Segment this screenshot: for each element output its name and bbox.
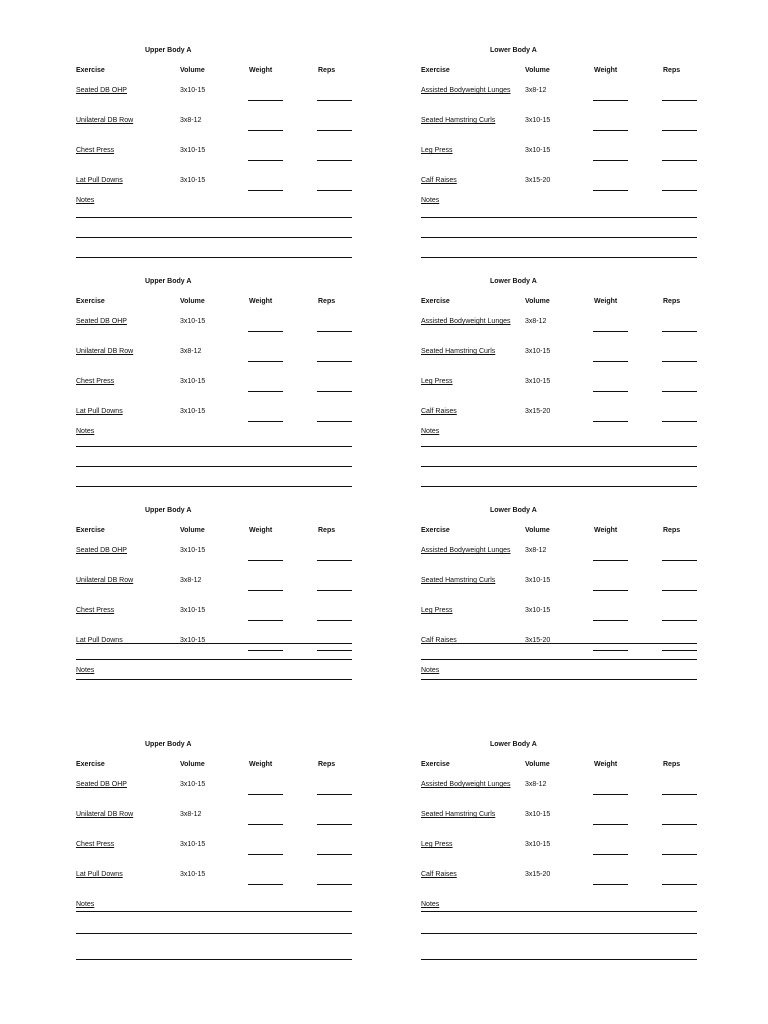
notes-line[interactable] xyxy=(421,257,697,258)
workout-title: Lower Body A xyxy=(490,278,537,285)
column-header-exercise: Exercise xyxy=(76,761,105,768)
exercise-name: Lat Pull Downs xyxy=(76,177,123,184)
reps-entry-line[interactable] xyxy=(317,160,352,161)
column-header-volume: Volume xyxy=(180,761,205,768)
exercise-row xyxy=(421,348,697,368)
workout-title: Upper Body A xyxy=(145,278,192,285)
exercise-row xyxy=(76,607,352,627)
exercise-volume: 3x15-20 xyxy=(525,177,551,184)
notes-label: Notes xyxy=(76,197,95,204)
notes-line[interactable] xyxy=(76,933,352,934)
column-header-weight: Weight xyxy=(594,527,618,534)
exercise-name: Seated DB OHP xyxy=(76,318,127,325)
exercise-row xyxy=(76,547,352,567)
exercise-name: Calf Raises xyxy=(421,637,457,644)
column-header-exercise: Exercise xyxy=(421,67,450,74)
exercise-row xyxy=(421,781,697,801)
notes-label: Notes xyxy=(421,901,440,908)
exercise-row xyxy=(76,147,352,167)
notes-label: Notes xyxy=(421,428,440,435)
exercise-name: Chest Press xyxy=(76,607,115,614)
exercise-volume: 3x8-12 xyxy=(180,117,202,124)
reps-entry-line[interactable] xyxy=(662,100,697,101)
notes-label: Notes xyxy=(421,667,440,674)
exercise-row xyxy=(421,147,697,167)
column-header-reps: Reps xyxy=(318,67,336,74)
exercise-row xyxy=(421,177,697,197)
reps-entry-line[interactable] xyxy=(662,160,697,161)
reps-entry-line[interactable] xyxy=(662,884,697,885)
exercise-name: Seated Hamstring Curls xyxy=(421,117,496,124)
exercise-name: Calf Raises xyxy=(421,177,457,184)
weight-entry-line[interactable] xyxy=(248,130,283,131)
workout-title: Lower Body A xyxy=(490,47,537,54)
exercise-volume: 3x10-15 xyxy=(525,378,551,385)
reps-entry-line[interactable] xyxy=(662,590,697,591)
reps-entry-line[interactable] xyxy=(662,560,697,561)
notes-line[interactable] xyxy=(76,446,352,447)
exercise-volume: 3x8-12 xyxy=(525,318,547,325)
exercise-volume: 3x8-12 xyxy=(525,87,547,94)
workout-title: Upper Body A xyxy=(145,507,192,514)
weight-entry-line[interactable] xyxy=(248,100,283,101)
reps-entry-line[interactable] xyxy=(662,361,697,362)
exercise-row xyxy=(76,637,352,657)
weight-entry-line[interactable] xyxy=(248,391,283,392)
column-header-exercise: Exercise xyxy=(76,298,105,305)
weight-entry-line[interactable] xyxy=(593,391,628,392)
exercise-volume: 3x15-20 xyxy=(525,408,551,415)
weight-entry-line[interactable] xyxy=(593,421,628,422)
exercise-volume: 3x10-15 xyxy=(180,177,206,184)
notes-label: Notes xyxy=(76,901,95,908)
exercise-name: Seated Hamstring Curls xyxy=(421,577,496,584)
exercise-volume: 3x10-15 xyxy=(180,408,206,415)
weight-entry-line[interactable] xyxy=(248,854,283,855)
notes-line[interactable] xyxy=(421,679,697,680)
notes-label: Notes xyxy=(421,197,440,204)
exercise-row xyxy=(421,871,697,891)
exercise-volume: 3x10-15 xyxy=(180,637,206,644)
exercise-name: Chest Press xyxy=(76,378,115,385)
reps-entry-line[interactable] xyxy=(317,560,352,561)
exercise-name: Seated Hamstring Curls xyxy=(421,811,496,818)
exercise-volume: 3x8-12 xyxy=(180,811,202,818)
column-header-reps: Reps xyxy=(663,527,681,534)
notes-line[interactable] xyxy=(421,643,697,644)
notes-line[interactable] xyxy=(421,933,697,934)
notes-line[interactable] xyxy=(421,466,697,467)
exercise-name: Leg Press xyxy=(421,841,453,848)
exercise-volume: 3x10-15 xyxy=(180,378,206,385)
workout-title: Upper Body A xyxy=(145,47,192,54)
column-header-reps: Reps xyxy=(318,298,336,305)
workout-title: Lower Body A xyxy=(490,507,537,514)
notes-line[interactable] xyxy=(421,217,697,218)
weight-entry-line[interactable] xyxy=(248,160,283,161)
exercise-name: Leg Press xyxy=(421,378,453,385)
weight-entry-line[interactable] xyxy=(248,190,283,191)
weight-entry-line[interactable] xyxy=(593,160,628,161)
exercise-name: Unilateral DB Row xyxy=(76,811,134,818)
workout-title: Upper Body A xyxy=(145,741,192,748)
weight-entry-line[interactable] xyxy=(593,331,628,332)
reps-entry-line[interactable] xyxy=(317,620,352,621)
column-header-volume: Volume xyxy=(180,298,205,305)
exercise-row xyxy=(421,577,697,597)
weight-entry-line[interactable] xyxy=(593,130,628,131)
notes-label: Notes xyxy=(76,428,95,435)
reps-entry-line[interactable] xyxy=(662,650,697,651)
reps-entry-line[interactable] xyxy=(662,854,697,855)
weight-entry-line[interactable] xyxy=(593,190,628,191)
exercise-volume: 3x10-15 xyxy=(180,781,206,788)
exercise-volume: 3x8-12 xyxy=(525,781,547,788)
notes-line[interactable] xyxy=(76,237,352,238)
column-header-reps: Reps xyxy=(663,298,681,305)
weight-entry-line[interactable] xyxy=(593,794,628,795)
exercise-row xyxy=(76,781,352,801)
exercise-volume: 3x15-20 xyxy=(525,637,551,644)
notes-line[interactable] xyxy=(421,237,697,238)
exercise-volume: 3x10-15 xyxy=(180,318,206,325)
exercise-volume: 3x10-15 xyxy=(525,841,551,848)
exercise-row xyxy=(76,577,352,597)
exercise-row xyxy=(421,87,697,107)
column-header-weight: Weight xyxy=(594,67,618,74)
column-header-reps: Reps xyxy=(318,761,336,768)
exercise-name: Unilateral DB Row xyxy=(76,117,134,124)
exercise-row xyxy=(421,378,697,398)
exercise-name: Assisted Bodyweight Lunges xyxy=(421,318,511,325)
exercise-volume: 3x10-15 xyxy=(180,87,206,94)
weight-entry-line[interactable] xyxy=(593,620,628,621)
reps-entry-line[interactable] xyxy=(662,620,697,621)
exercise-row xyxy=(421,408,697,428)
exercise-name: Seated DB OHP xyxy=(76,87,127,94)
column-header-exercise: Exercise xyxy=(76,67,105,74)
weight-entry-line[interactable] xyxy=(248,421,283,422)
weight-entry-line[interactable] xyxy=(248,361,283,362)
notes-label: Notes xyxy=(76,667,95,674)
exercise-name: Calf Raises xyxy=(421,408,457,415)
exercise-row xyxy=(76,841,352,861)
column-header-volume: Volume xyxy=(525,298,550,305)
notes-line[interactable] xyxy=(421,959,697,960)
weight-entry-line[interactable] xyxy=(593,100,628,101)
reps-entry-line[interactable] xyxy=(662,824,697,825)
exercise-row xyxy=(421,811,697,831)
weight-entry-line[interactable] xyxy=(593,854,628,855)
reps-entry-line[interactable] xyxy=(662,794,697,795)
column-header-weight: Weight xyxy=(249,761,273,768)
exercise-volume: 3x10-15 xyxy=(525,577,551,584)
exercise-row xyxy=(421,547,697,567)
weight-entry-line[interactable] xyxy=(593,361,628,362)
exercise-name: Lat Pull Downs xyxy=(76,637,123,644)
reps-entry-line[interactable] xyxy=(662,391,697,392)
workout-title: Lower Body A xyxy=(490,741,537,748)
column-header-reps: Reps xyxy=(663,761,681,768)
notes-line[interactable] xyxy=(421,911,697,912)
weight-entry-line[interactable] xyxy=(248,560,283,561)
exercise-volume: 3x10-15 xyxy=(525,348,551,355)
weight-entry-line[interactable] xyxy=(593,590,628,591)
exercise-volume: 3x8-12 xyxy=(525,547,547,554)
column-header-weight: Weight xyxy=(594,298,618,305)
reps-entry-line[interactable] xyxy=(317,100,352,101)
reps-entry-line[interactable] xyxy=(317,794,352,795)
column-header-reps: Reps xyxy=(318,527,336,534)
exercise-row xyxy=(421,841,697,861)
weight-entry-line[interactable] xyxy=(593,560,628,561)
column-header-weight: Weight xyxy=(249,298,273,305)
reps-entry-line[interactable] xyxy=(662,190,697,191)
exercise-name: Leg Press xyxy=(421,147,453,154)
weight-entry-line[interactable] xyxy=(248,884,283,885)
exercise-volume: 3x10-15 xyxy=(525,811,551,818)
exercise-name: Assisted Bodyweight Lunges xyxy=(421,547,511,554)
exercise-row xyxy=(421,318,697,338)
exercise-row xyxy=(76,811,352,831)
notes-line[interactable] xyxy=(76,466,352,467)
exercise-row xyxy=(76,87,352,107)
notes-line[interactable] xyxy=(76,643,352,644)
exercise-volume: 3x10-15 xyxy=(525,117,551,124)
reps-entry-line[interactable] xyxy=(317,391,352,392)
reps-entry-line[interactable] xyxy=(317,130,352,131)
exercise-row xyxy=(76,408,352,428)
column-header-weight: Weight xyxy=(249,67,273,74)
notes-line[interactable] xyxy=(421,659,697,660)
exercise-name: Chest Press xyxy=(76,841,115,848)
weight-entry-line[interactable] xyxy=(248,650,283,651)
exercise-row xyxy=(76,871,352,891)
column-header-volume: Volume xyxy=(525,761,550,768)
exercise-name: Assisted Bodyweight Lunges xyxy=(421,781,511,788)
weight-entry-line[interactable] xyxy=(248,331,283,332)
column-header-volume: Volume xyxy=(180,527,205,534)
exercise-row xyxy=(76,378,352,398)
exercise-row xyxy=(421,117,697,137)
exercise-volume: 3x8-12 xyxy=(180,348,202,355)
weight-entry-line[interactable] xyxy=(248,590,283,591)
reps-entry-line[interactable] xyxy=(317,650,352,651)
weight-entry-line[interactable] xyxy=(248,620,283,621)
exercise-name: Unilateral DB Row xyxy=(76,348,134,355)
exercise-volume: 3x10-15 xyxy=(180,547,206,554)
exercise-name: Assisted Bodyweight Lunges xyxy=(421,87,511,94)
weight-entry-line[interactable] xyxy=(593,650,628,651)
exercise-row xyxy=(76,318,352,338)
notes-line[interactable] xyxy=(76,486,352,487)
notes-line[interactable] xyxy=(76,217,352,218)
reps-entry-line[interactable] xyxy=(317,590,352,591)
exercise-name: Seated DB OHP xyxy=(76,781,127,788)
notes-line[interactable] xyxy=(421,446,697,447)
weight-entry-line[interactable] xyxy=(593,884,628,885)
exercise-volume: 3x10-15 xyxy=(180,871,206,878)
weight-entry-line[interactable] xyxy=(593,824,628,825)
exercise-name: Chest Press xyxy=(76,147,115,154)
exercise-row xyxy=(76,117,352,137)
notes-line[interactable] xyxy=(76,659,352,660)
weight-entry-line[interactable] xyxy=(248,824,283,825)
exercise-volume: 3x10-15 xyxy=(525,147,551,154)
column-header-volume: Volume xyxy=(525,527,550,534)
exercise-name: Calf Raises xyxy=(421,871,457,878)
reps-entry-line[interactable] xyxy=(317,190,352,191)
exercise-volume: 3x10-15 xyxy=(180,841,206,848)
reps-entry-line[interactable] xyxy=(662,331,697,332)
column-header-volume: Volume xyxy=(180,67,205,74)
exercise-volume: 3x10-15 xyxy=(180,607,206,614)
notes-line[interactable] xyxy=(76,257,352,258)
reps-entry-line[interactable] xyxy=(317,824,352,825)
notes-line[interactable] xyxy=(76,679,352,680)
notes-line[interactable] xyxy=(76,959,352,960)
exercise-name: Seated Hamstring Curls xyxy=(421,348,496,355)
reps-entry-line[interactable] xyxy=(317,361,352,362)
exercise-name: Lat Pull Downs xyxy=(76,871,123,878)
weight-entry-line[interactable] xyxy=(248,794,283,795)
column-header-exercise: Exercise xyxy=(421,298,450,305)
exercise-row xyxy=(76,177,352,197)
exercise-row xyxy=(421,607,697,627)
column-header-weight: Weight xyxy=(594,761,618,768)
reps-entry-line[interactable] xyxy=(662,421,697,422)
notes-line[interactable] xyxy=(421,486,697,487)
exercise-name: Unilateral DB Row xyxy=(76,577,134,584)
reps-entry-line[interactable] xyxy=(317,421,352,422)
exercise-name: Seated DB OHP xyxy=(76,547,127,554)
column-header-volume: Volume xyxy=(525,67,550,74)
reps-entry-line[interactable] xyxy=(662,130,697,131)
reps-entry-line[interactable] xyxy=(317,331,352,332)
column-header-weight: Weight xyxy=(249,527,273,534)
exercise-row xyxy=(421,637,697,657)
notes-line[interactable] xyxy=(76,911,352,912)
exercise-volume: 3x10-15 xyxy=(525,607,551,614)
exercise-name: Leg Press xyxy=(421,607,453,614)
column-header-exercise: Exercise xyxy=(421,527,450,534)
column-header-reps: Reps xyxy=(663,67,681,74)
exercise-volume: 3x15-20 xyxy=(525,871,551,878)
reps-entry-line[interactable] xyxy=(317,884,352,885)
exercise-name: Lat Pull Downs xyxy=(76,408,123,415)
reps-entry-line[interactable] xyxy=(317,854,352,855)
exercise-volume: 3x8-12 xyxy=(180,577,202,584)
exercise-volume: 3x10-15 xyxy=(180,147,206,154)
column-header-exercise: Exercise xyxy=(76,527,105,534)
column-header-exercise: Exercise xyxy=(421,761,450,768)
exercise-row xyxy=(76,348,352,368)
